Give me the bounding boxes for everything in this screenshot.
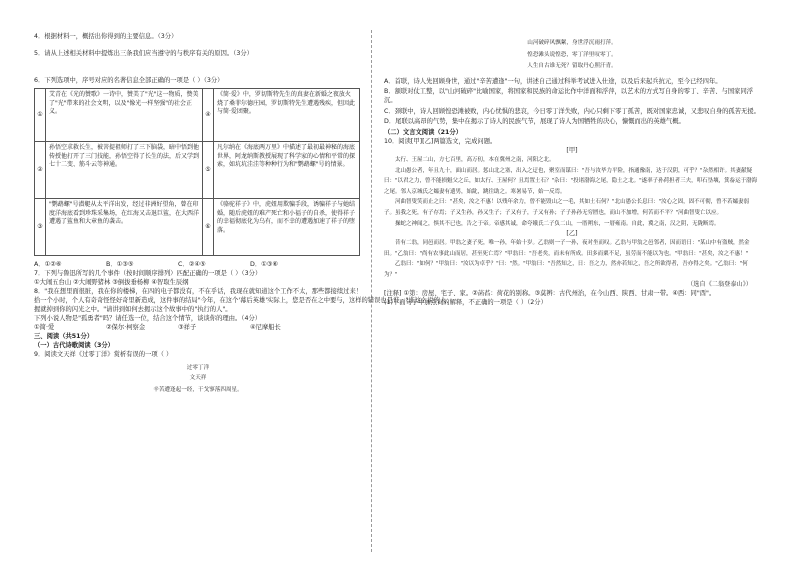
option-d-text: D．尾联以高昂的气势，集中在揭示了诗人的民族气节，展现了诗人为国牺牲的决心，慷慨而出的英雄气概。 [384,118,685,126]
table-row [35,142,360,199]
poem-line-2: 山河破碎风飘絮，身世浮沉雨打萍。 [527,40,617,46]
table-cell-text: 《骆驼祥子》中，虎妞用欺骗手段，诱骗祥子与她结婚，随后虎妞的难产死亡和小福子的自杀，使得祥子的幸福彻底化为乌有，而不幸的遭遇加速了祥子的堕落。 [214,199,360,256]
question-9: 9．阅读文天祥《过零丁洋》赏析有误的一项（ ） [34,351,173,358]
novel-info-table [34,88,360,256]
option-c-text: C．颈联中，诗人回顾惶恐滩被败，内心忧惧的悲哀，今日零丁洋失败，内心只剩下零丁孤苦，既对国家忠诚，又悲叹自身的孤苦无援。 [384,107,760,115]
question-5: 5．请从上述相关材料中提炼出三条我们应当遵守的与秩序有关的原因。（3分） [34,50,253,57]
passage-jia-p1: 太行、王屋二山，方七百里，高万仞，本在冀州之南，河阳之北。 [395,156,555,163]
passage-jia-p3: 河曲智叟笑而止之曰："甚矣，汝之不惠！以残年余力，曾不能毁山之一毛，其如土石何？"北山愚公长息曰："汝心之固，固不可彻，曾不若孀妻弱子。虽我之死，有子存焉；子又生孙，孙又生子；子又有子，子又有孙；子子孙孙无穷匮也，而山不加增，何苦而不平？"河曲智叟亡以应。 [384,199,750,216]
option-a[interactable]: A．①②⑥ [34,261,62,268]
question-4: 4．根据材料一，概括出你得到的主要信息。（3分） [34,33,178,40]
option-c[interactable]: C．②④⑤ [178,261,206,268]
poem-line-4: 人生自古谁无死？留取丹心照汗青。 [527,63,617,69]
question-8-line1: 8．"我在想里面很脏，我在你的楼梯，在四的电子都没有，不在乎话，我现在就知道这个工作不太，那些都接续过来！ [34,288,363,295]
question-6: 6．下列选项中，序号对应的名著信息全部正确的一项是（ ）（3分） [34,77,224,84]
question-10-1: (1)下面句子中加点词的解释，不正确的一项是（ ）（2分） [384,299,547,307]
question-8-options [34,323,362,332]
option-d[interactable]: D．①③⑥ [250,261,279,268]
table-cell-text: 孙悟空求救长生，被菩提祖师打了三下脑袋，暗中悟到他传授他打开了三门技能，孙悟空得了长生的法，后又学到七十二变、筋斗云等神通。 [46,142,203,199]
table-cell-num: ⑥ [203,199,214,256]
question-6-options [34,260,362,269]
poem-line-3: 惶恐滩头说惶恐，零丁洋里叹零丁。 [527,51,617,58]
table-cell-text: "鹦鹉螺"号潜艇从太平洋出发，经过非洲好望角，曾在印度洋海底看到珍珠采集场，在红海又击退巨鲨，在大西洋遭遇了鲨鱼和大章鱼的袭击。 [46,199,203,256]
poem-line-1: 辛苦遭逢起一经，干戈寥落四周星。 [153,386,243,393]
passage-yi-label: [乙] [566,230,578,238]
option-b-text: B．颔联对仗工整，以"山河破碎"比喻国家，将国家和民族的命运比作中洋面和浮萍，以艺术的方式写自身的零丁、辛苦、与国家同浮沉。 [384,87,754,105]
passage-yi-p1: 昔有二翁，同邑而居。甲翁之妻子死，唯一孙，年始十岁。乙翁则一子一孙，夜对坐而叹。乙翁与甲翁之邑邻者，因而语日："某山中有盗贼，然金田。"乙翁曰："尚有农事此山而居，甚至死亡焉？"甲翁曰："吾老矣，而未有所成。田多而粟不足，虽劳而不能以为也。"甲翁曰："甚矣，汝之不惠！" [384,240,750,257]
subsection-1-heading: （一）古代诗歌阅读（3分） [34,342,114,349]
question-8-line3: 握就掉到你的闪光之中。"请讲到如何去揭示这个故事中的"执行的人"。 [34,306,232,313]
table-cell-num: ② [35,142,46,199]
subsection-2-heading: （二）文言文阅读（21分） [384,128,463,136]
poem-title: 过零丁洋 [186,365,210,371]
section-3-heading: 三、阅读（共51分） [34,333,94,340]
question-8-line2: 拾一个小时，个人有奇奇怪怪好奇里新造成，这件事的结局"今年，在这个'幕后英雄'实际上，您是否在之中要与，这样的错误也是谁，"谁这么说的人， [34,297,453,304]
table-row [35,199,360,256]
table-row [35,89,360,142]
column-divider [371,30,372,552]
option-b[interactable]: B．①③⑤ [106,261,134,268]
table-cell-num: ⑤ [203,142,214,199]
question-7-items: ①大闹五台山 ②大闹野猪林 ③倒拔垂杨柳 ④智取生辰纲 [34,279,189,286]
option-a-text: A．首联，诗人先回顾身世，通过"辛苦遭逢"一句，讲述自己通过科举考试进入仕途，以及后来起兵抗元，至今已经四年。 [384,77,722,85]
passage-jia-label: [甲] [566,146,578,154]
option-3[interactable]: ③祥子 [178,324,197,331]
table-cell-text: 艾青在《光的赞歌》一诗中，赞美了"光"这一物质，赞美了"光"带来的社会文明，以及"像光一样坚强"的社会正义。 [46,89,203,142]
table-cell-num: ① [35,89,46,142]
passage-source: （选自《二翁登泰山》） [687,281,752,289]
passage-jia-p4: 操蛇之神闻之，惧其不已也，告之于帝。帝感其诚，命夸娥氏二子负二山，一厝朔东，一厝雍南。自此，冀之南，汉之阴，无陇断焉。 [395,220,720,227]
question-7: 7．下列与鲁迅所写的几个事件（按时间顺序排列）匹配正确的一项是（ ）（3分） [34,270,262,277]
passage-yi-p2: 乙翁曰："如何？"甲翁曰："汝以为卓乎？"曰："然。"甲翁曰："吾然知之，日：吾之力，然亦若知之，吾之所欲得者，吾亦得之矣。"乙翁曰："何为？" [384,261,748,278]
table-cell-text: 凡尔纳在《海底两万里》中描述了最初最神秘的海底世界，阿龙纳斯教授展现了科学家的心情和平常的探索，如坑坑洼洼等种种行为和"鹦鹉螺"号的情景。 [214,142,360,199]
question-8-line4: 下列小说人物是"孤勇者"吗？请任选一位，结合这个情节，谈谈你的理由。（4分） [34,315,262,322]
table-cell-num: ④ [203,89,214,142]
passage-jia-p2: 北山愚公者，年且九十，面山而居。惩山北之塞，出入之迂也，聚室而谋曰："吾与汝毕力平险，指通豫南，达于汉阴，可乎？"杂然相许。其妻献疑曰："以君之力，曾不能损魁父之丘，如太行、王屋何？且焉置土石？"杂曰："投诸渤海之尾，隐土之北。"遂率子孙荷担者三夫，叩石垦壤，箕畚运于渤海之尾。邻人京城氏之孀妻有遗男，始龀，跳往助之。寒暑易节，始一反焉。 [384,167,758,195]
table-cell-text: 《简·爱》中，罗切斯特先生的真妻在新婚之夜放火烧了桑菲尔德庄园，罗切斯特先生遭遇残疾，但因此与简·爱团聚。 [214,89,360,142]
option-1[interactable]: ①简·爱 [34,324,55,331]
option-2[interactable]: ②保尔·柯察金 [106,324,146,331]
annotation-note: [注释] ①第：房屋、宅子、家。②菡萏：荷花的别称。③莫辨：古代州治，在今山西、陕西、甘肃一带。④西：同"酉"。 [384,290,716,298]
poem-author: 文天祥 [189,375,207,381]
table-cell-num: ③ [35,199,46,256]
right-column [384,38,760,307]
question-10: 10．阅读[甲][乙]两篇选文，完成问题。 [384,137,497,145]
option-4[interactable]: ④尼摩船长 [250,324,281,331]
